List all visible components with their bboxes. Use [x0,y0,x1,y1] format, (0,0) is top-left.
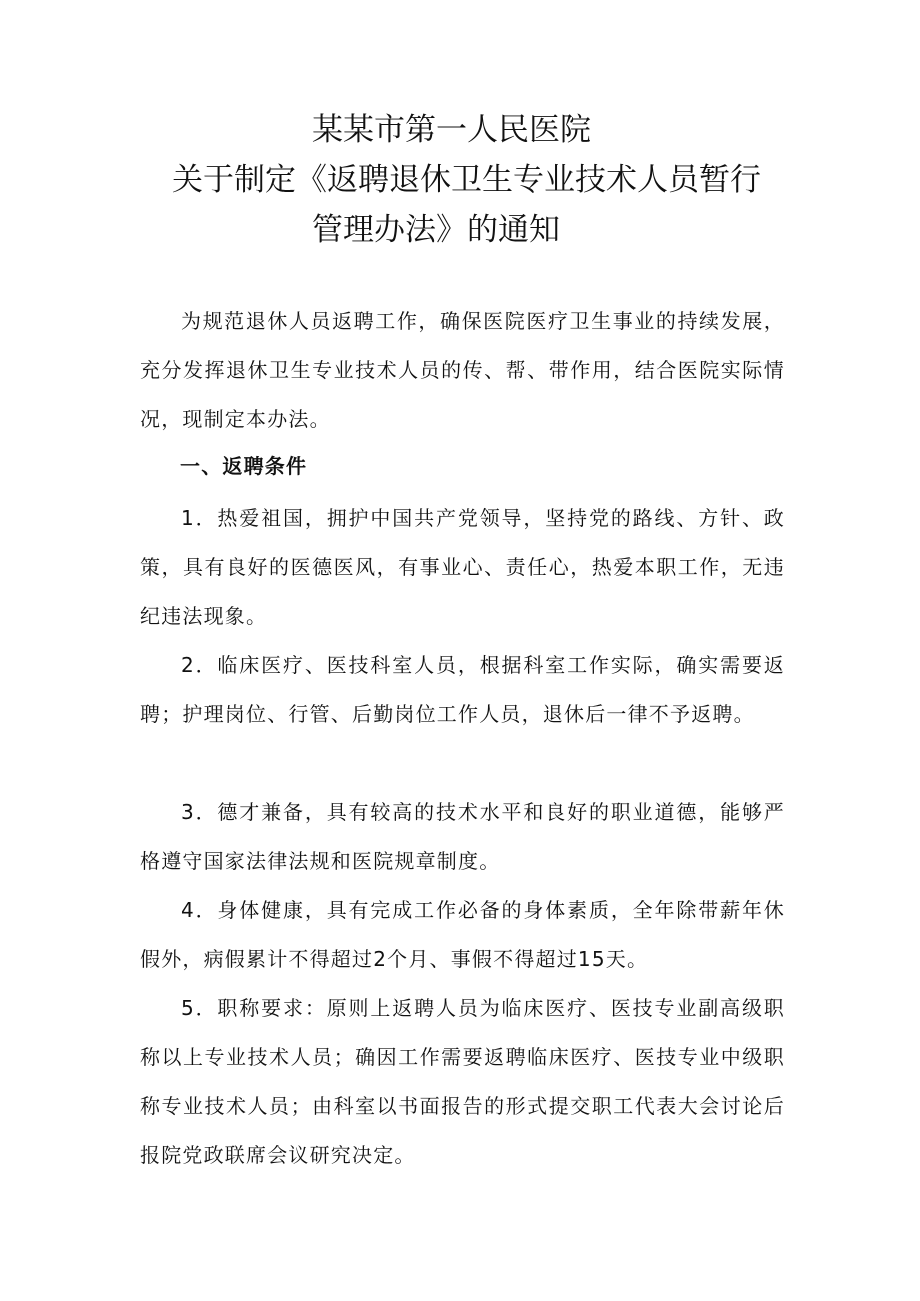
section-heading: 一、返聘条件 [180,454,308,478]
document-title-line-1: 某某市第一人民医院 [312,112,591,148]
condition-item-2: 2．临床医疗、医技科室人员，根据科室工作实际，确实需要返聘；护理岗位、行管、后勤岗位工作人员，退休后一律不予返聘。 [140,653,785,726]
condition-item-3: 3．德才兼备，具有较高的技术水平和良好的职业道德，能够严格遵守国家法律法规和医院规章制度。 [140,800,785,873]
document-title-line-2: 关于制定《返聘退休卫生专业技术人员暂行 [172,162,761,198]
intro-paragraph: 为规范退休人员返聘工作，确保医院医疗卫生事业的持续发展，充分发挥退休卫生专业技术人员的传、帮、带作用，结合医院实际情况，现制定本办法。 [140,309,785,431]
condition-item-4: 4．身体健康，具有完成工作必备的身体素质，全年除带薪年休假外，病假累计不得超过2个月、事假不得超过15天。 [140,898,785,971]
condition-item-5: 5．职称要求：原则上返聘人员为临床医疗、医技专业副高级职称以上专业技术人员；确因工作需要返聘临床医疗、医技专业中级职称专业技术人员；由科室以书面报告的形式提交职工代表大会讨论后报院党政联席会议研究决定。 [140,996,785,1167]
document-title-line-3: 管理办法》的通知 [312,212,560,248]
condition-item-1: 1．热爱祖国，拥护中国共产党领导，坚持党的路线、方针、政策，具有良好的医德医风，有事业心、责任心，热爱本职工作，无违纪违法现象。 [140,506,785,628]
